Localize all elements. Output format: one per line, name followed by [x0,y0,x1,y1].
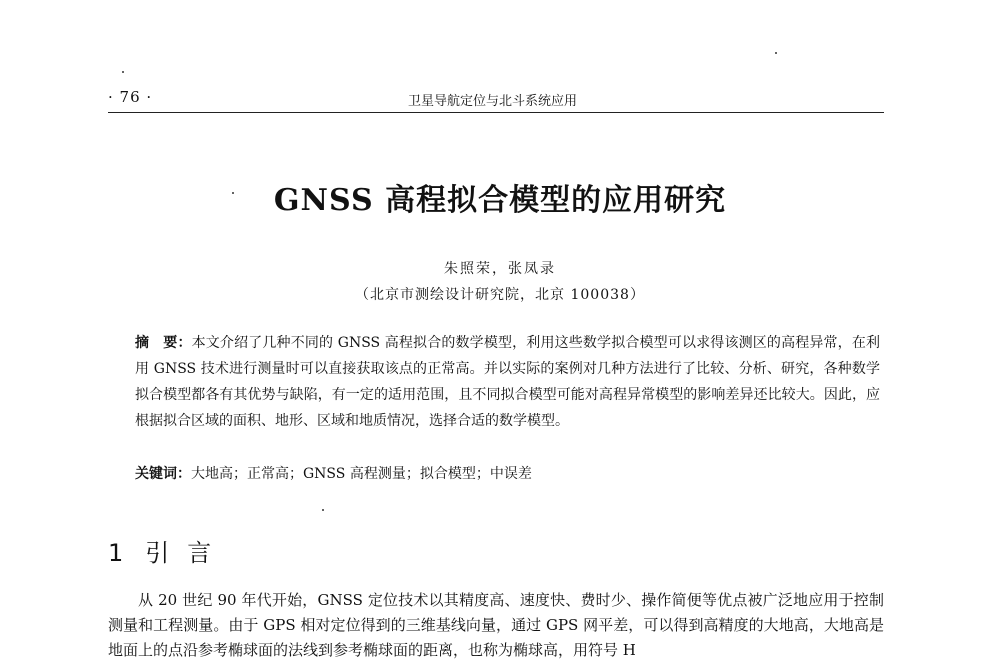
keywords-label: 关键词： [135,466,191,482]
authors: 朱照荣，张凤录 [444,261,556,277]
abstract [135,330,880,434]
abstract-text: 本文介绍了几种不同的 GNSS 高程拟合的数学模型，利用这些数学拟合模型可以求得该测区的高程异常，在利用 GNSS 技术进行测量时可以直接获取该点的正常高。并以实际的案例对几种方法进行了比较、分析、研究，各种数学拟合模型都各有其优势与缺陷，有一定的适用范围，且不同拟合模型可能对高程异常模型的影响差异还比较大。因此，应根据拟合区域的面积、地形、区域和地质情况，选择合适的数学模型。 [135,335,880,429]
page-number: · 76 · [108,88,153,106]
journal-title: 卫星导航定位与北斗系统应用 [408,94,578,109]
scan-speck [122,71,124,73]
affiliation: （北京市测绘设计研究院，北京 100038） [355,287,645,303]
keywords-text: 大地高；正常高；GNSS 高程测量；拟合模型；中误差 [191,466,532,482]
keywords [135,461,880,487]
scan-speck [775,52,777,54]
body-paragraph: 从 20 世纪 90 年代开始，GNSS 定位技术以其精度高、速度快、费时少、操作简便等优点被广泛地应用于控制测量和工程测量。由于 GPS 相对定位得到的三维基线向量，通过 GPS 网平差，可以得到高精度的大地高，大地高是地面上的点沿参考椭球面的法线到参考椭球面的距离，也称为椭球高，用符号 H [108,591,884,659]
section-heading [108,533,229,568]
running-header [108,86,884,110]
abstract-label: 摘 要： [135,335,192,351]
paper-title: GNSS 高程拟合模型的应用研究 [273,183,727,218]
section-number: 1 [108,539,124,567]
scan-speck [232,192,234,194]
scan-speck [322,509,324,511]
header-rule [108,112,884,113]
body-text [108,588,884,663]
section-title: 引言 [145,539,230,567]
